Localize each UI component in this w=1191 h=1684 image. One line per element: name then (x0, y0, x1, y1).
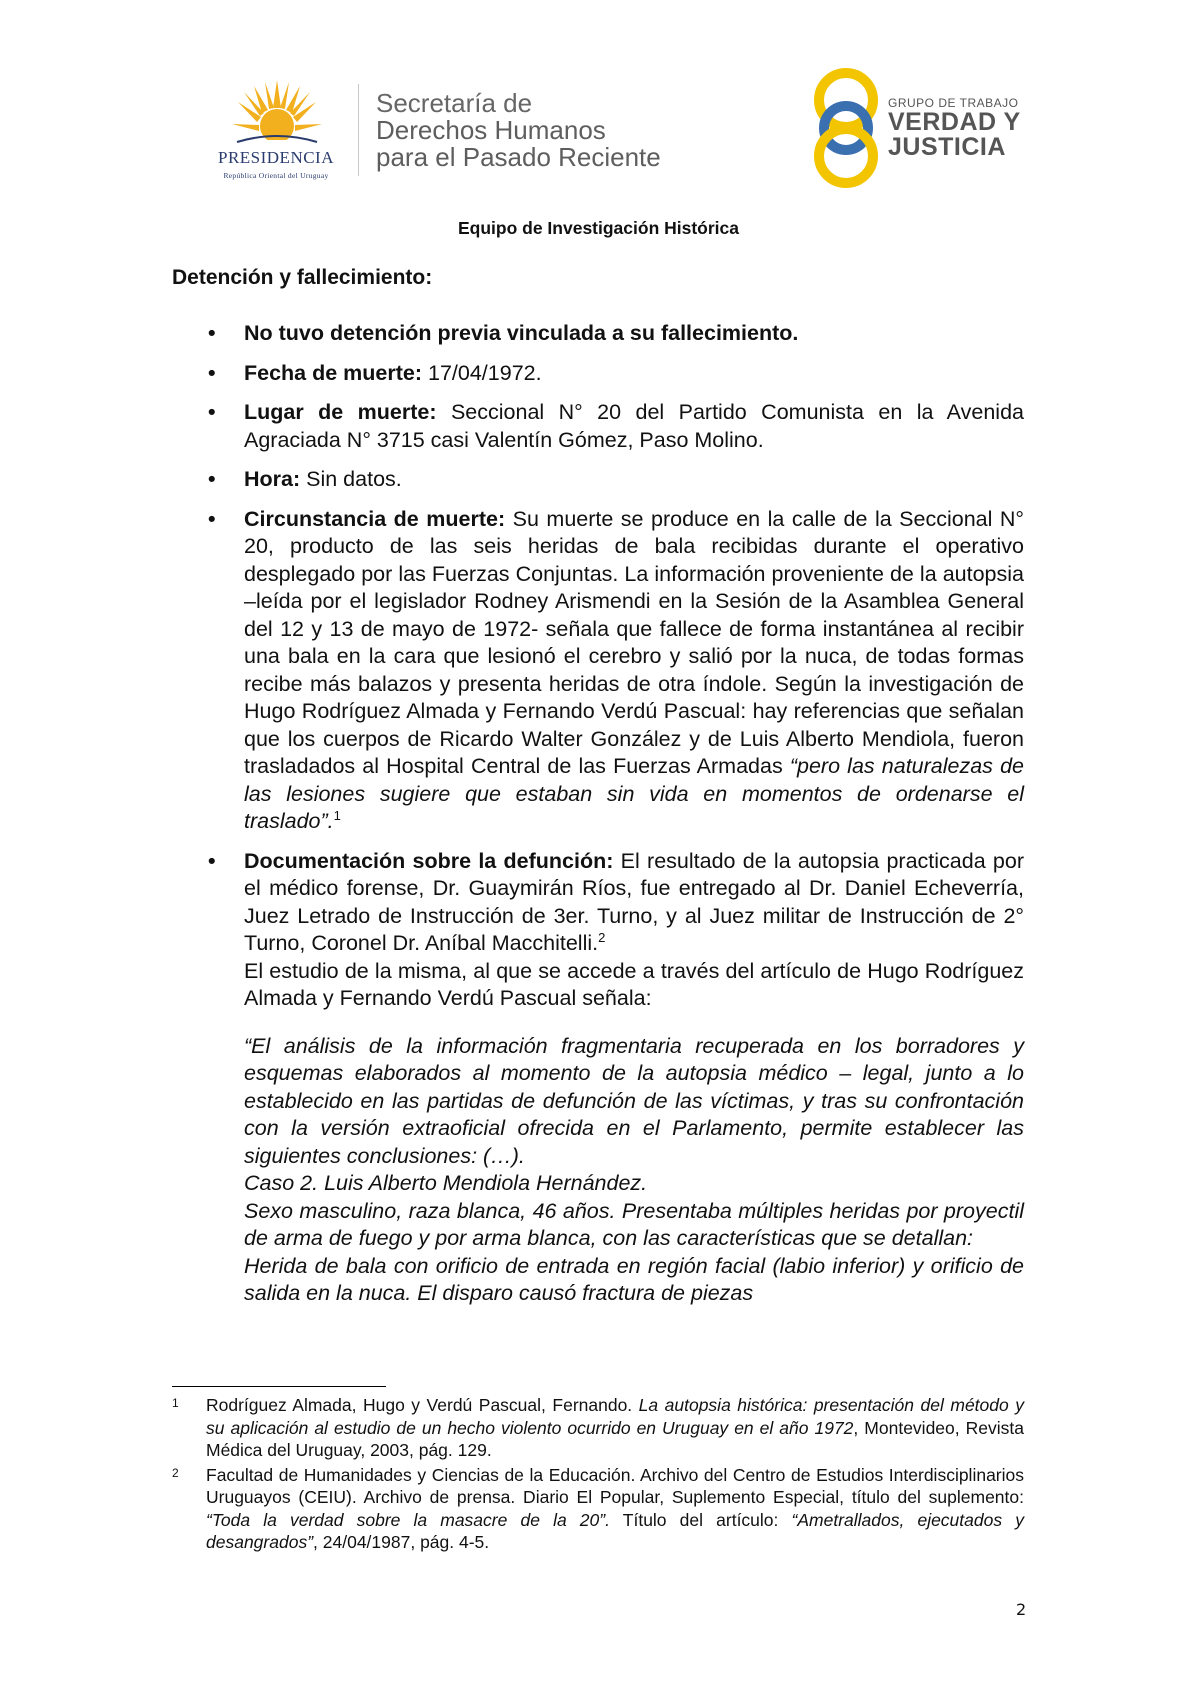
item-value: 17/04/1972. (422, 360, 542, 385)
footnote-number: 1 (172, 1396, 179, 1410)
presidencia-subtitle: República Oriental del Uruguay (223, 171, 329, 180)
footnote-number: 2 (172, 1465, 179, 1480)
item-label: Documentación sobre la defunción: (244, 848, 614, 873)
section-title: Detención y fallecimiento: (172, 266, 433, 289)
footnote (172, 1394, 1024, 1462)
team-title (0, 218, 1191, 239)
list-item (208, 360, 1024, 388)
footnote-italic: La autopsia histórica: presentación del método y su aplicación al estudio de un hecho violento ocurrido en Uruguay en el año 1972 (206, 1395, 1024, 1438)
bullet: • (208, 360, 216, 385)
list-item (208, 320, 1024, 348)
presidencia-name: PRESIDENCIA (217, 148, 334, 167)
bullet: • (208, 506, 216, 531)
quote-line: Sexo masculino, raza blanca, 46 años. Presentaba múltiples heridas por proyectil de arma de fuego y por arma blanca, con las características que se detallan: (244, 1198, 1024, 1250)
item-value: Su muerte se produce en la calle de la Seccional N° 20, producto de las seis heridas de bala recibidas durante el operativo desplegado por las Fuerzas Conjuntas. La información proveniente de la autopsia –leída por el legislador Rodney Arismendi en la Sesión de la Asamblea General del 12 y 13 de mayo de 1972- señala que fallece de forma instantánea al recibir una bala en la cara que lesionó el cerebro y salió por la nuca, de todas formas recibe más balazos y presenta heridas de otra índole. Según la investigación de Hugo Rodríguez Almada y Fernando Verdú Pascual: hay referencias que señalan que los cuerpos de Ricardo Walter González y de Luis Alberto Mendiola, fueron trasladados al Hospital Central de las Fuerzas Armadas (244, 506, 1025, 778)
paragraph: El estudio de la misma, al que se accede a través del artículo de Hugo Rodríguez Almada y Fernando Verdú Pascual señala: (244, 958, 1024, 1010)
quote-line: Herida de bala con orificio de entrada en región facial (labio inferior) y orificio de salida en la nuca. El disparo causó fractura de piezas (244, 1253, 1024, 1305)
list-item (208, 848, 1024, 1308)
verdad-justicia-logo-text (888, 96, 1021, 160)
footnote-text: Facultad de Humanidades y Ciencias de la Educación. Archivo del Centro de Estudios Interdisciplinarios Uruguayos (CEIU). Archivo de prensa. Diario El Popular, Suplemento Especial, título del suplemento: (206, 1464, 1024, 1507)
footnotes (172, 1394, 1024, 1556)
footnote-text: , 24/04/1987, pág. 4-5. (313, 1532, 490, 1552)
footnote-ref[interactable]: 2 (598, 929, 606, 945)
footnote-italic: “Toda la verdad sobre la masacre de la 20”. (206, 1509, 610, 1530)
bullet: • (208, 848, 216, 873)
quote-line: “El análisis de la información fragmentaria recuperada en los borradores y esquemas elaborados al momento de la autopsia médico – legal, junto a lo establecido en las partidas de defunción de las víctimas, y tras su confrontación con la versión extraoficial ofrecida en el Parlamento, permite establecer las siguientes conclusiones: (…). (244, 1033, 1024, 1168)
bullet: • (208, 321, 216, 345)
page-number: 2 (1016, 1600, 1027, 1619)
header-divider (358, 84, 359, 176)
footnote-text: , Montevideo, Revista Médica del Uruguay, 2003, pág. 129. (206, 1417, 1024, 1460)
secretaria-logo-text (376, 90, 661, 171)
team-title-text: Equipo de Investigación Histórica (457, 218, 740, 238)
footnote (172, 1464, 1024, 1554)
item-label: Fecha de muerte: (244, 360, 423, 385)
gtvj-line-1: VERDAD Y (888, 108, 1021, 136)
item-quote: “pero las naturalezas de las lesiones sugiere que estaban sin vida en momentos de ordenarse el traslado”. (244, 754, 1024, 833)
item-no-detencion: No tuvo detención previa vinculada a su fallecimiento. (244, 321, 799, 345)
gtvj-line-2: JUSTICIA (888, 133, 1006, 161)
page-header (0, 0, 1191, 200)
main-content (208, 320, 1025, 1320)
list-item (208, 466, 1024, 494)
secretaria-line-1: Secretaría de (376, 88, 533, 118)
sun-icon (232, 78, 322, 148)
block-quote (244, 1033, 1024, 1308)
footnote-separator (172, 1386, 386, 1387)
item-value: Sin datos. (300, 467, 402, 491)
item-label: Lugar de muerte: (244, 400, 437, 424)
bullet: • (208, 400, 216, 424)
quote-line: Caso 2. Luis Alberto Mendiola Hernández. (244, 1171, 648, 1195)
footnote-text: Título del artículo: (609, 1509, 792, 1530)
footnote-text: Rodríguez Almada, Hugo y Verdú Pascual, Fernando. (206, 1395, 639, 1415)
item-label: Circunstancia de muerte: (244, 506, 506, 531)
footnote-ref[interactable]: 1 (333, 807, 341, 823)
item-label: Hora: (244, 467, 301, 491)
secretaria-line-3: para el Pasado Reciente (376, 142, 661, 172)
presidencia-logo (196, 78, 356, 178)
item-value: Seccional N° 20 del Partido Comunista en la Avenida Agraciada N° 3715 casi Valentín Gómez, Paso Molino. (244, 400, 1024, 452)
footnote-italic: “Ametrallados, ejecutados y desangrados” (206, 1509, 1024, 1552)
list-item (208, 399, 1024, 454)
gtvj-small-text: GRUPO DE TRABAJO (888, 96, 1019, 110)
secretaria-line-2: Derechos Humanos (376, 115, 606, 145)
item-value: El resultado de la autopsia practicada por el médico forense, Dr. Guaymirán Ríos, fue entregado al Dr. Daniel Echeverría, Juez Letrado de Instrucción de 3er. Turno, y al Juez militar de Instrucción de 2° Turno, Coronel Dr. Aníbal Macchitelli. (244, 848, 1024, 955)
bullet: • (208, 467, 216, 491)
list-item (208, 506, 1025, 836)
